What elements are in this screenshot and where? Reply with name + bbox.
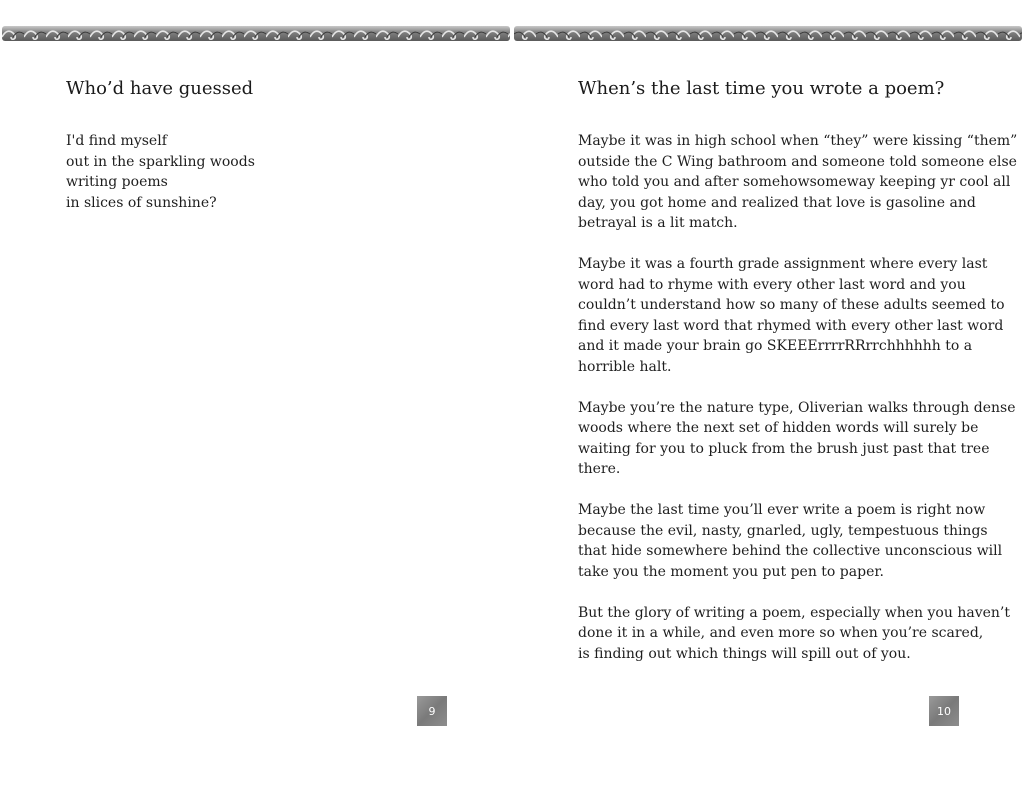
prose-line: But the glory of writing a poem, especially when you haven’t (578, 604, 1010, 621)
poem-line: writing poems (66, 174, 168, 190)
prose-body (578, 131, 1022, 685)
prose-line: couldn’t understand how so many of these adults seemed to (578, 297, 1005, 313)
prose-line: woods where the next set of hidden words will surely be (578, 420, 979, 436)
prose-line: and it made your brain go SKEEErrrrRRrrchhhhhh to a (578, 338, 973, 354)
prose-line: who told you and after somehowsomeway keeping yr cool all (578, 174, 1011, 190)
prose-line: there. (578, 461, 621, 477)
poem-line: out in the sparkling woods (66, 153, 255, 170)
prose-line: outside the C Wing bathroom and someone told someone else (578, 153, 1017, 170)
prose-line: waiting for you to pluck from the brush just past that tree (578, 440, 990, 457)
paragraph-4 (578, 500, 1022, 582)
prose-line: find every last word that rhymed with every other last word (578, 317, 1004, 334)
prose-line: take you the moment you put pen to paper. (578, 563, 884, 580)
poem-body (66, 131, 255, 213)
prose-line: Maybe you’re the nature type, Oliverian walks through dense (578, 399, 1016, 416)
prose-line: is finding out which things will spill out of you. (578, 645, 911, 662)
right-page-title: When’s the last time you wrote a poem? (578, 78, 945, 99)
page-number-left: 9 (417, 696, 447, 726)
wave-ornament-icon (514, 26, 1022, 41)
decorative-wave-border-left (2, 26, 510, 41)
decorative-wave-border-right (514, 26, 1022, 41)
prose-line: that hide somewhere behind the collective unconscious will (578, 543, 1003, 559)
prose-line: day, you got home and realized that love is gasoline and (578, 194, 976, 211)
prose-line: betrayal is a lit match. (578, 215, 738, 231)
poem-line: I'd find myself (66, 133, 167, 149)
page-number-right: 10 (929, 696, 959, 726)
prose-line: done it in a while, and even more so when you’re scared, (578, 625, 984, 641)
prose-line: because the evil, nasty, gnarled, ugly, tempestuous things (578, 522, 988, 539)
poem-line: in slices of sunshine? (66, 194, 217, 211)
prose-line: horrible halt. (578, 358, 672, 375)
paragraph-5 (578, 603, 1022, 665)
prose-line: Maybe it was in high school when “they” were kissing “them” (578, 133, 1018, 149)
wave-ornament-icon (2, 26, 510, 41)
paragraph-1 (578, 131, 1022, 234)
paragraph-3 (578, 398, 1022, 480)
prose-line: Maybe the last time you’ll ever write a poem is right now (578, 502, 986, 518)
paragraph-2 (578, 254, 1022, 377)
left-page-title: Who’d have guessed (66, 78, 254, 99)
prose-line: Maybe it was a fourth grade assignment where every last (578, 256, 988, 272)
prose-line: word had to rhyme with every other last word and you (578, 276, 966, 293)
